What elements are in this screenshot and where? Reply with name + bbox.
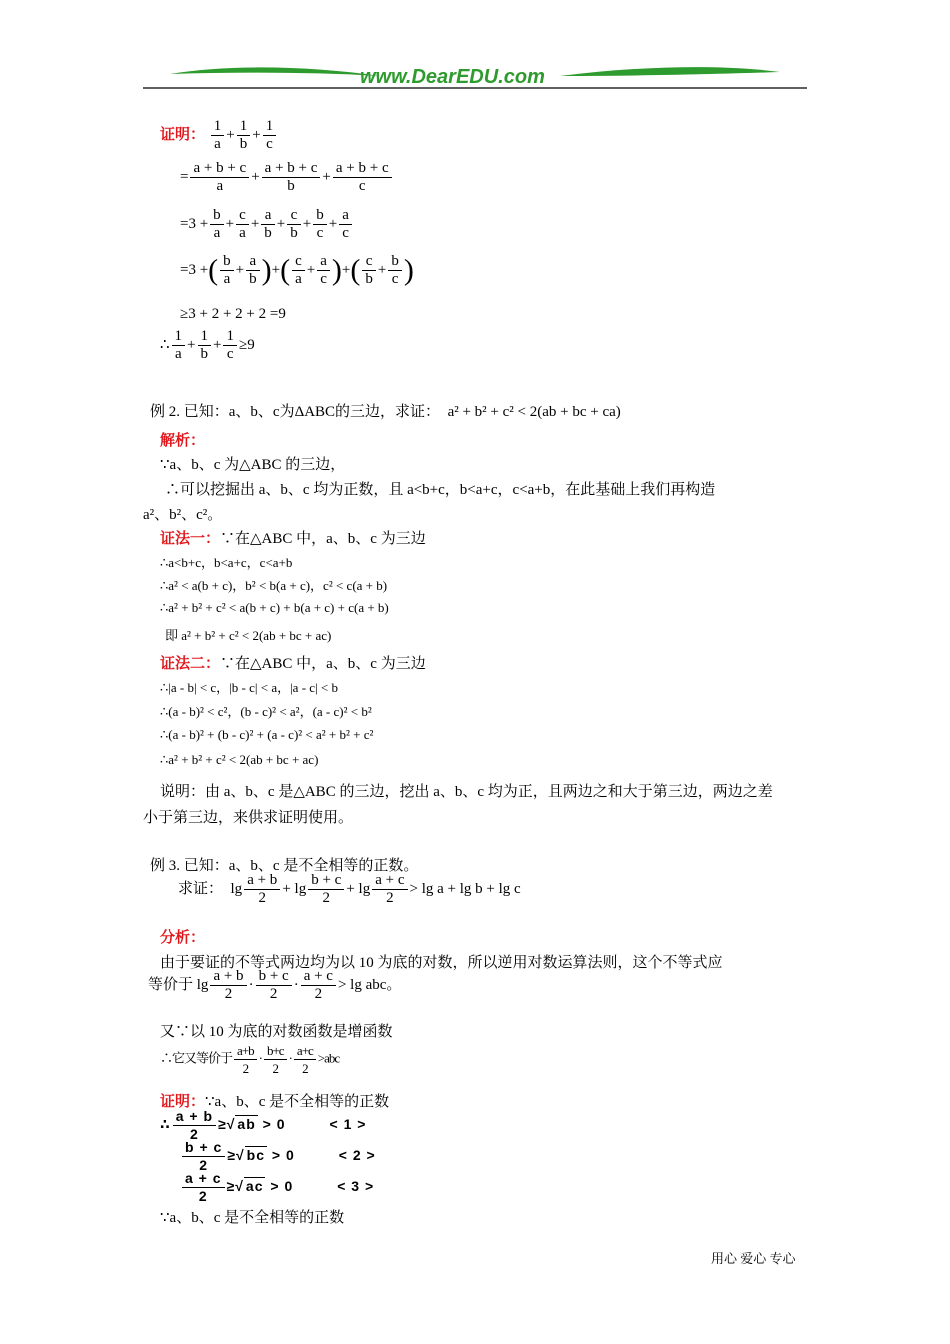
method1-line4: 即 a² + b² + c² < 2(ab + bc + ac)	[165, 628, 332, 643]
proof1-conclusion: ∴ $\frac{1}{a}$ + $\frac{1}{b}$ + $\frac{1}{c}$ ≥9	[160, 328, 255, 362]
ex3-analysis-label: 分析：	[160, 930, 206, 946]
method2-line4: ∴a² + b² + c² < 2(ab + bc + ac)	[160, 752, 319, 767]
analysis-label: 解析：	[160, 433, 206, 449]
proof1-line5: ≥3 + 2 + 2 + 2 =9	[180, 306, 286, 322]
ex3-proof-header: 证明：∵a、b、c 是不全相等的正数	[160, 1094, 390, 1110]
method2-header: 证法二：∵在△ABC 中，a、b、c 为三边	[160, 656, 426, 672]
analysis-line3: a²、b²、c²。	[143, 507, 223, 523]
analysis-line1: ∵a、b、c 为△ABC 的三边，	[160, 457, 346, 473]
ex3-last-line: ∵a、b、c 是不全相等的正数	[160, 1210, 345, 1226]
method2-line1: ∴|a - b| < c，|b - c| < a，|a - c| < b	[160, 680, 338, 695]
ex3-ineq1: ∴ $\frac{a + b}{2}$ ≥√ ab > 0 < 1 >	[160, 1108, 367, 1142]
ex3-equiv: 等价于 lg $\frac{a + b}{2}$ · $\frac{b + c}{2}$ · $\frac{a + c}{2}$ > lg abc。	[148, 968, 402, 1002]
ex3-equiv2: ∴它又等价于 $\frac{a+b}{2}$ · $\frac{b+c}{2}$ · $\frac{a+c}{2}$ >abc	[160, 1043, 340, 1076]
method1-line1: ∴a<b+c，b<a+c，c<a+b	[160, 555, 293, 570]
ex3-analysis-line1: 由于要证的不等式两边均为以 10 为底的对数，所以逆用对数运算法则，这个不等式应	[160, 955, 723, 971]
method1-line3: ∴a² + b² + c² < a(b + c) + b(a + c) + c(a + b)	[160, 600, 389, 615]
proof-label: 证明：	[160, 126, 206, 143]
ex3-ineq3: $\frac{a + c}{2}$ ≥√ ac > 0 < 3 >	[180, 1170, 374, 1205]
method2-line3: ∴(a - b)² + (b - c)² + (a - c)² < a² + b² + c²	[160, 727, 374, 742]
proof1-line3: =3 + $\frac{b}{a}$ + $\frac{c}{a}$ + $\frac{a}{b}$ + $\frac{c}{b}$ + $\frac{b}{c}$ + $\frac{a}{c}$	[180, 207, 354, 242]
ex3-ineq2: $\frac{b + c}{2}$ ≥√ bc > 0 < 2 >	[180, 1139, 376, 1174]
proof1-line4: =3 +( $\frac{b}{a}$ + $\frac{a}{b}$ )+( $\frac{c}{a}$ + $\frac{a}{c}$ )+( $\frac{c}{b}$ + $\frac{b}{c}$ )	[180, 253, 414, 287]
method1-line2: ∴a² < a(b + c)，b² < b(a + c)，c² < c(a + b)	[160, 578, 388, 593]
ex3-increasing: 又∵以 10 为底的对数函数是增函数	[160, 1024, 393, 1040]
method2-line2: ∴(a - b)² < c²，(b - c)² < a²，(a - c)² < b²	[160, 704, 372, 719]
example3-title: 例 3. 已知：a、b、c 是不全相等的正数。	[150, 858, 419, 874]
example2-title: 例 2. 已知：a、b、c为ΔABC的三边，求证： a² + b² + c² < 2(ab + bc + ca)	[150, 404, 621, 420]
site-logo-text: www.DearEDU.com	[360, 66, 545, 88]
note-line2: 小于第三边，来供求证明使用。	[143, 810, 354, 826]
analysis-line2: ∴可以挖掘出 a、b、c 均为正数，且 a<b+c，b<a+c，c<a+b，在此基础上我们再构造	[165, 482, 716, 498]
example3-claim: 求证： lg $\frac{a + b}{2}$ + lg $\frac{b + c}{2}$ + lg $\frac{a + c}{2}$ > lg a + lg b + lg c	[178, 872, 521, 906]
method1-header: 证法一：∵在△ABC 中，a、b、c 为三边	[160, 531, 426, 547]
proof1-line2: = $\frac{a + b + c}{a}$ + $\frac{a + b + c}{b}$ + $\frac{a + b + c}{c}$	[180, 160, 394, 195]
footer-motto: 用心 爱心 专心	[711, 1251, 796, 1266]
note-line1: 说明：由 a、b、c 是△ABC 的三边，挖出 a、b、c 均为正，且两边之和大于第三边，两边之差	[160, 784, 773, 800]
